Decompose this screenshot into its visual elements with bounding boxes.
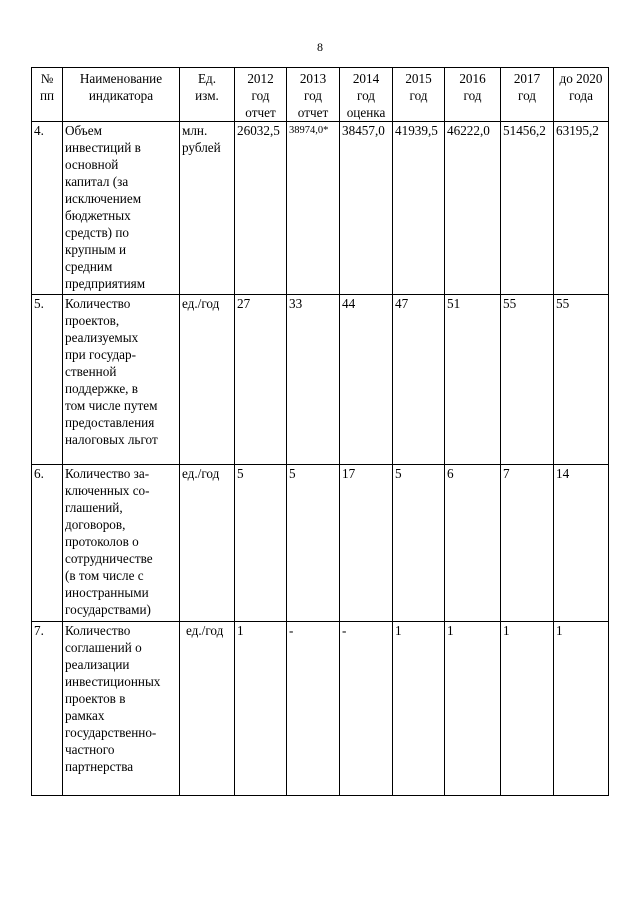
indicator-name: Количество за- ключенных со- глашений, договоров, протоколов о сотрудничестве (в том числе с иностранными государствами): [63, 465, 180, 622]
value-2016: 46222,0: [445, 122, 501, 295]
value-2014: -: [340, 622, 393, 796]
table-header-row: [32, 68, 609, 122]
header-num: № пп: [32, 68, 63, 122]
value-2014: 44: [340, 295, 393, 465]
value-2012: 1: [235, 622, 287, 796]
value-2017: 1: [501, 622, 554, 796]
unit: ед./год: [180, 465, 235, 622]
value-2012: 5: [235, 465, 287, 622]
header-year-2020: до 2020 года: [554, 68, 609, 122]
indicator-name: Количество соглашений о реализации инвестиционных проектов в рамках государственно- частного партнерства: [63, 622, 180, 796]
header-year-2014: 2014 год оценка: [340, 68, 393, 122]
unit: ед./год: [180, 622, 235, 796]
header-year-2012: 2012 год отчет: [235, 68, 287, 122]
value-2020: 55: [554, 295, 609, 465]
value-2017: 7: [501, 465, 554, 622]
value-2014: 38457,0: [340, 122, 393, 295]
value-2013: 33: [287, 295, 340, 465]
indicators-table: [31, 67, 609, 796]
value-2015: 5: [393, 465, 445, 622]
page-number: 8: [317, 40, 323, 54]
value-2014: 17: [340, 465, 393, 622]
indicator-name: Количество проектов, реализуемых при государ- ственной поддержке, в том числе путем предоставления налоговых льгот: [63, 295, 180, 465]
value-2015: 1: [393, 622, 445, 796]
header-year-2016: 2016 год: [445, 68, 501, 122]
value-2012: 26032,5: [235, 122, 287, 295]
header-year-2017: 2017 год: [501, 68, 554, 122]
value-2017: 51456,2: [501, 122, 554, 295]
header-year-2015: 2015 год: [393, 68, 445, 122]
value-2016: 51: [445, 295, 501, 465]
value-2015: 47: [393, 295, 445, 465]
table-row: [32, 122, 609, 295]
row-number: 4.: [32, 122, 63, 295]
value-2020: 1: [554, 622, 609, 796]
header-year-2013: 2013 год отчет: [287, 68, 340, 122]
value-2020: 63195,2: [554, 122, 609, 295]
indicator-name: Объем инвестиций в основной капитал (за исключением бюджетных средств) по крупным и средним предприятиям: [63, 122, 180, 295]
row-number: 7.: [32, 622, 63, 796]
table-row: [32, 622, 609, 796]
value-2016: 1: [445, 622, 501, 796]
row-number: 6.: [32, 465, 63, 622]
value-2013: 38974,0*: [287, 122, 340, 295]
header-unit: Ед. изм.: [180, 68, 235, 122]
row-number: 5.: [32, 295, 63, 465]
value-2020: 14: [554, 465, 609, 622]
table-row: [32, 295, 609, 465]
unit: ед./год: [180, 295, 235, 465]
value-2016: 6: [445, 465, 501, 622]
value-2015: 41939,5: [393, 122, 445, 295]
unit: млн. рублей: [180, 122, 235, 295]
value-2013: -: [287, 622, 340, 796]
header-name: Наименование индикатора: [63, 68, 180, 122]
value-2017: 55: [501, 295, 554, 465]
table-row: [32, 465, 609, 622]
value-2013: 5: [287, 465, 340, 622]
value-2012: 27: [235, 295, 287, 465]
